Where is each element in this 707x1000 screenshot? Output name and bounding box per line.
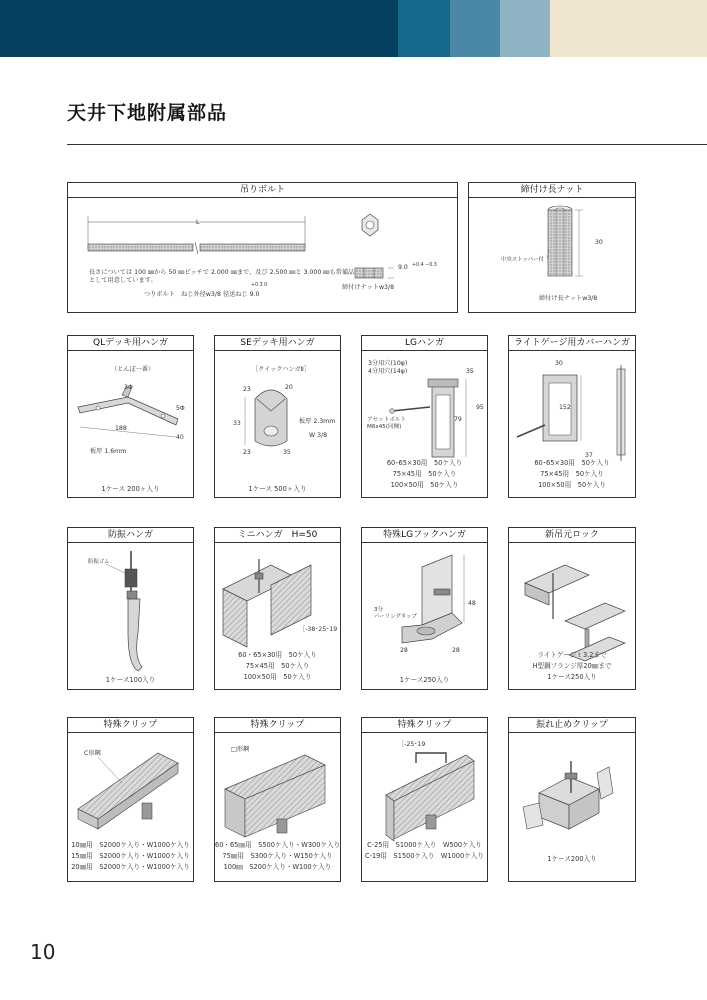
anchor-lock-caption-line: 1ケース250入り [547,673,597,681]
card-mini-hanger [214,527,341,690]
card-sway-brace-clip [508,717,636,882]
lg-hole-2: 4分用穴(14φ) [368,368,408,375]
ql-subtitle: （とんぼ一番） [111,366,155,373]
lg-hook-dim-4: 28 [400,647,408,654]
card-header: 特殊LGフックハンガ [362,528,487,543]
card-header: 締付け長ナット [469,183,635,198]
lgc-dim-1: 30 [555,360,563,367]
lg-hook-dim-1: 48 [468,600,476,607]
mini-caption-line: 100×50用 50ケ入り [243,673,312,681]
lg-hook-caption: 1ケース250入り [399,676,450,684]
card-header: 特殊クリップ [68,718,193,733]
card-hanging-bolt [67,182,458,313]
clip-2-caption-line: 75㎜用 S300ケ入り・W150ケ入り [222,852,333,860]
ql-hanger-illustration [68,351,193,498]
lg-bolt-a: アセットボルト [367,417,407,423]
clip-2-caption-line: 100㎜ S200ケ入り・W100ケ入り [223,863,332,871]
card-header: SEデッキ用ハンガ [215,336,340,351]
card-ql-deck-hanger [67,335,194,498]
bolt-desc-line1: 長さについては 100 ㎜から 50 ㎜ピッチで 2.000 ㎜まで、及び 2.500 ㎜と 3.000 ㎜も常備品 [89,269,355,276]
lgc-caption-line: 100×50用 50ケ入り [538,481,606,489]
lgc-dim-3: 37 [585,452,593,459]
vibration-hanger-illustration [68,543,193,690]
lgc-dim-2: 152 [559,404,571,411]
anchor-lock-caption-line: H型鋼フランジ厚20㎜まで [532,662,612,670]
mini-caption-lines [215,650,340,683]
lg-hook-dim-2: 3分 [374,607,384,613]
header-band-steel [450,0,500,57]
se-dim-4: 23 [243,449,251,456]
clip-1-label: C形鋼 [84,750,101,757]
clip-3-caption-line: C-19用 S1500ケ入り W1000ケ入り [365,852,484,860]
clip-3-caption-lines [362,840,487,862]
card-vibration-hanger [67,527,194,690]
mini-caption-line: 75×45用 50ケ入り [245,662,310,670]
se-thread: W 3/8 [309,432,328,439]
ql-caption: 1ケース 200ヶ入り [101,485,160,493]
card-special-clip-3 [361,717,488,882]
card-light-gauge-cover-hanger [508,335,636,498]
mini-callout: ［-38･25･19 [299,626,338,633]
se-thickness: 板厚 2.3mm [299,418,336,425]
clip-1-caption-line: 20㎜用 S2000ケ入り・W1000ケ入り [71,863,190,871]
card-header: 特殊クリップ [215,718,340,733]
lgc-caption-line: 60･65×30用 50ケ入り [534,459,610,467]
header-band-cream [550,0,707,57]
vibration-caption: 1ケース100入り [105,676,156,684]
sway-brace-caption: 1ケース200入り [547,855,597,863]
clip-1-caption-line: 10㎜用 S2000ケ入り・W1000ケ入り [71,841,190,849]
card-header: 新吊元ロック [509,528,635,543]
page-title: 天井下地附属部品 [67,102,228,124]
card-special-clip-2 [214,717,341,882]
card-lg-hanger [361,335,488,498]
card-lg-hook-hanger [361,527,488,690]
lg-dim-1: 35 [466,368,474,375]
clip-2-label: □形鋼 [231,746,250,753]
long-nut-label: 締付け長ナットw3/8 [539,295,598,302]
clip-1-caption-line: 15㎜用 S2000ケ入り・W1000ケ入り [71,852,190,860]
card-new-anchor-lock [508,527,636,690]
se-dim-1: 23 [243,386,251,393]
card-special-clip-1 [67,717,194,882]
clip-3-label: ［-25･19 [398,741,426,748]
header-band-light [500,0,550,57]
ql-dim-1: 3Φ [124,384,133,391]
vibration-rubber-label: 防振ゴム [88,559,110,565]
lg-bolt-b: M6x45(同梱) [367,424,402,430]
se-subtitle: ［クイックハンガⅡ］ [252,366,310,373]
ql-thickness: 板厚 1.6mm [90,448,127,455]
card-header: 吊りボルト [68,183,457,198]
clip-3-caption-line: C-25用 S1000ケ入り W500ケ入り [367,841,482,849]
se-dim-3: 33 [233,420,241,427]
header-band-navy [0,0,398,57]
ql-dim-3: 188 [115,425,127,432]
page-number: 10 [30,940,56,964]
se-caption: 1ケース 500ヶ入り [248,485,307,493]
hanging-bolt-illustration [68,198,457,313]
card-header: ミニハンガ H=50 [215,528,340,543]
card-header: 特殊クリップ [362,718,487,733]
lg-hook-dim-5: 28 [452,647,460,654]
lg-hole-1: 3分用穴(10φ) [368,360,408,367]
card-se-deck-hanger [214,335,341,498]
nut-label: 締付けナットw3/8 [342,284,395,291]
bolt-length-label: L [196,219,200,226]
card-header: 防振ハンガ [68,528,193,543]
se-dim-5: 35 [283,449,291,456]
nut-tolerance: +0.4 −0.3 [412,263,437,268]
card-long-nut [468,182,636,313]
se-dim-2: 20 [285,384,293,391]
clip-1-caption-lines [68,840,193,873]
card-header: LGハンガ [362,336,487,351]
lg-dim-2: 79 [454,416,462,423]
clip-2-caption-line: 60・65㎜用 S500ケ入り・W300ケ入り [215,841,341,849]
card-header: QLデッキ用ハンガ [68,336,193,351]
nut-dim: 9.0 [398,264,408,271]
bolt-desc-line2: として用意しています。 [89,277,157,284]
ql-dim-4: 40 [176,434,184,441]
ql-dim-2: 5Φ [176,405,185,412]
bolt-spec-tolerance: +0.3 0 [251,283,268,288]
lg-caption-line: 75×45用 50ケ入り [392,470,457,478]
lg-caption-line: 100×50用 50ケ入り [390,481,459,489]
lg-dim-3: 95 [476,404,484,411]
lgc-caption-line: 75×45用 50ケ入り [540,470,604,478]
bolt-spec: つりボルト ねじ外径w3/8 径送ねじ 9.0 [144,291,260,298]
clip-2-caption-lines [215,840,340,873]
title-rule [67,144,707,145]
anchor-lock-caption-line: ライトゲージｔ3.2まで [537,651,607,659]
lg-caption-line: 60･65×30用 50ケ入り [386,459,463,467]
anchor-lock-caption-lines [509,650,635,683]
header-band-blue [398,0,450,57]
lg-caption-lines [362,458,487,491]
card-header: 振れ止めクリップ [509,718,635,733]
lgc-caption-lines [509,458,635,491]
lg-hook-tap: パーリングタップ [374,614,417,620]
mini-caption-line: 60・65×30用 50ケ入り [238,651,317,659]
long-nut-dim: 30 [595,239,603,246]
card-header: ライトゲージ用カバーハンガ [509,336,635,351]
long-nut-stopper-label: 中央ストッパー付 [501,257,544,263]
